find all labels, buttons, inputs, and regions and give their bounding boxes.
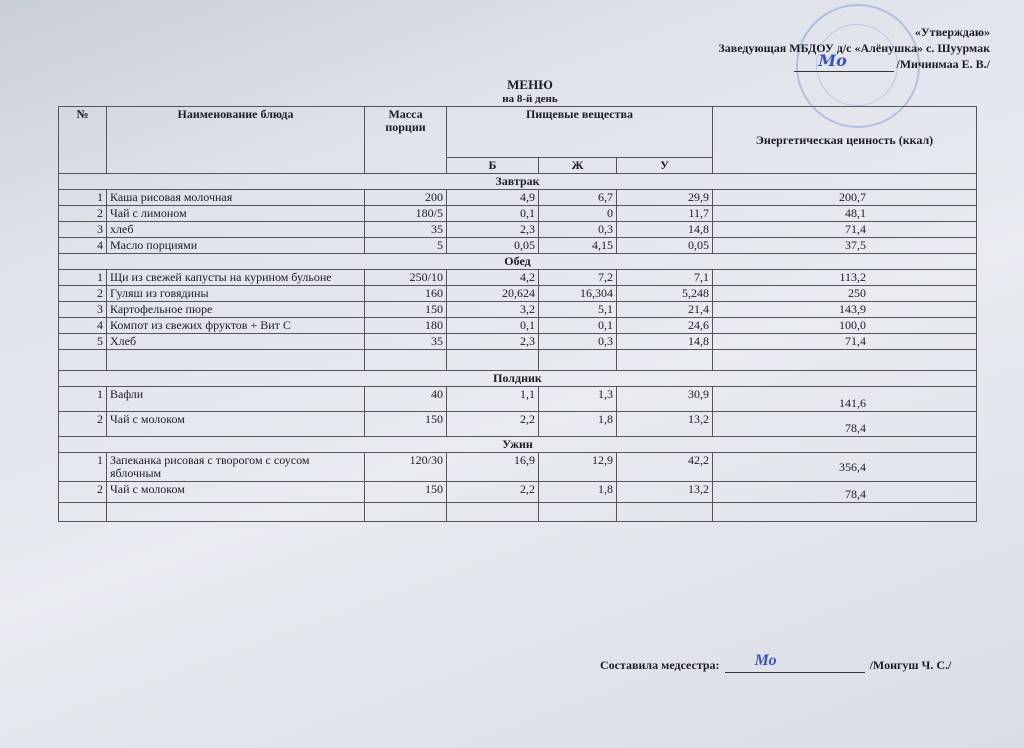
table-row [59,206,977,222]
cell-energy: 250 [713,286,977,302]
cell-zh: 0 [539,206,617,222]
cell-b: 4,9 [447,190,539,206]
cell-name: Хлеб [107,334,365,350]
head-signature-mark: Мо [818,51,847,70]
approval-signature-line [718,51,990,72]
cell-u: 0,05 [617,238,713,254]
cell-zh: 16,304 [539,286,617,302]
cell-u: 13,2 [617,482,713,503]
cell-zh: 1,3 [539,387,617,412]
table-row [59,334,977,350]
empty-row [59,503,977,522]
cell-mass: 120/30 [365,453,447,482]
cell-energy: 200,7 [713,190,977,206]
cell-name: Чай с лимоном [107,206,365,222]
header-mass: Масса порции [365,107,447,174]
table-row [59,190,977,206]
header-zh: Ж [539,158,617,174]
table-row [59,238,977,254]
cell-zh: 0,3 [539,222,617,238]
cell-u: 7,1 [617,270,713,286]
cell-num: 3 [59,302,107,318]
table-row [59,222,977,238]
cell-num: 1 [59,270,107,286]
table-row [59,302,977,318]
cell-u: 21,4 [617,302,713,318]
cell-zh: 1,8 [539,412,617,437]
cell-num: 4 [59,238,107,254]
cell-zh: 12,9 [539,453,617,482]
cell-energy: 71,4 [713,222,977,238]
cell-num: 1 [59,190,107,206]
footer-label: Составила медсестра: [600,658,720,672]
approval-block [718,24,990,72]
cell-name: Картофельное пюре [107,302,365,318]
cell-name: Каша рисовая молочная [107,190,365,206]
menu-table [58,106,977,522]
cell-num: 3 [59,222,107,238]
empty-row [59,350,977,371]
cell-energy: 71,4 [713,334,977,350]
approval-position: Заведующая МБДОУ д/с «Алёнушка» с. Шуурмак [718,41,990,55]
table-row [59,318,977,334]
footer-signature [600,652,952,673]
cell-num: 5 [59,334,107,350]
cell-energy: 78,4 [713,412,977,437]
table-row [59,387,977,412]
cell-zh: 4,15 [539,238,617,254]
cell-u: 24,6 [617,318,713,334]
cell-energy: 37,5 [713,238,977,254]
cell-mass: 250/10 [365,270,447,286]
approval-signatory: /Мичинмаа Е. В./ [896,57,990,71]
cell-energy: 48,1 [713,206,977,222]
cell-zh: 6,7 [539,190,617,206]
approval-heading: «Утверждаю» [914,25,990,39]
menu-table-body [59,174,977,522]
cell-mass: 180/5 [365,206,447,222]
cell-u: 14,8 [617,222,713,238]
cell-b: 2,3 [447,222,539,238]
cell-num: 4 [59,318,107,334]
cell-u: 11,7 [617,206,713,222]
table-row [59,412,977,437]
cell-mass: 160 [365,286,447,302]
section-lunch: Обед [59,254,977,270]
cell-num: 2 [59,206,107,222]
cell-name: Чай с молоком [107,482,365,503]
nurse-signature-mark: Мо [754,652,777,669]
cell-energy: 141,6 [713,387,977,412]
cell-mass: 200 [365,190,447,206]
cell-u: 14,8 [617,334,713,350]
cell-b: 2,3 [447,334,539,350]
cell-num: 1 [59,387,107,412]
cell-mass: 150 [365,482,447,503]
footer-signatory: /Монгуш Ч. С./ [869,658,952,672]
cell-b: 0,1 [447,206,539,222]
cell-mass: 180 [365,318,447,334]
cell-b: 0,1 [447,318,539,334]
cell-zh: 0,3 [539,334,617,350]
cell-b: 1,1 [447,387,539,412]
cell-mass: 35 [365,334,447,350]
cell-u: 13,2 [617,412,713,437]
title-day: на 8-й день [502,93,558,105]
section-snack: Полдник [59,371,977,387]
cell-u: 29,9 [617,190,713,206]
table-row [59,453,977,482]
cell-b: 4,2 [447,270,539,286]
cell-name: Компот из свежих фруктов + Вит С [107,318,365,334]
cell-energy: 143,9 [713,302,977,318]
cell-b: 2,2 [447,412,539,437]
cell-num: 2 [59,412,107,437]
cell-energy: 100,0 [713,318,977,334]
nurse-signature [725,652,865,673]
cell-mass: 40 [365,387,447,412]
cell-num: 2 [59,286,107,302]
cell-name: Чай с молоком [107,412,365,437]
cell-zh: 0,1 [539,318,617,334]
head-signature [794,51,894,72]
header-nutrients: Пищевые вещества [447,107,713,158]
cell-b: 3,2 [447,302,539,318]
header-b: Б [447,158,539,174]
cell-mass: 35 [365,222,447,238]
section-breakfast: Завтрак [59,174,977,190]
cell-name: Запеканка рисовая с творогом с соусом яблочным [107,453,365,482]
header-name: Наименование блюда [107,107,365,174]
header-u: У [617,158,713,174]
cell-mass: 150 [365,412,447,437]
cell-mass: 5 [365,238,447,254]
cell-zh: 7,2 [539,270,617,286]
cell-energy: 78,4 [713,482,977,503]
cell-name: Гуляш из говядины [107,286,365,302]
cell-name: Масло порциями [107,238,365,254]
section-dinner: Ужин [59,437,977,453]
cell-b: 16,9 [447,453,539,482]
cell-b: 20,624 [447,286,539,302]
table-row [59,286,977,302]
cell-energy: 356,4 [713,453,977,482]
header-num: № [59,107,107,174]
cell-name: хлеб [107,222,365,238]
table-row [59,482,977,503]
cell-zh: 5,1 [539,302,617,318]
table-row [59,270,977,286]
cell-name: Вафли [107,387,365,412]
title-main: МЕНЮ [507,77,553,92]
cell-u: 5,248 [617,286,713,302]
page-title [470,78,590,106]
cell-b: 0,05 [447,238,539,254]
cell-energy: 113,2 [713,270,977,286]
cell-num: 1 [59,453,107,482]
header-energy: Энергетическая ценность (ккал) [713,107,977,174]
cell-u: 42,2 [617,453,713,482]
cell-num: 2 [59,482,107,503]
cell-name: Щи из свежей капусты на курином бульоне [107,270,365,286]
cell-mass: 150 [365,302,447,318]
cell-zh: 1,8 [539,482,617,503]
cell-b: 2,2 [447,482,539,503]
cell-u: 30,9 [617,387,713,412]
